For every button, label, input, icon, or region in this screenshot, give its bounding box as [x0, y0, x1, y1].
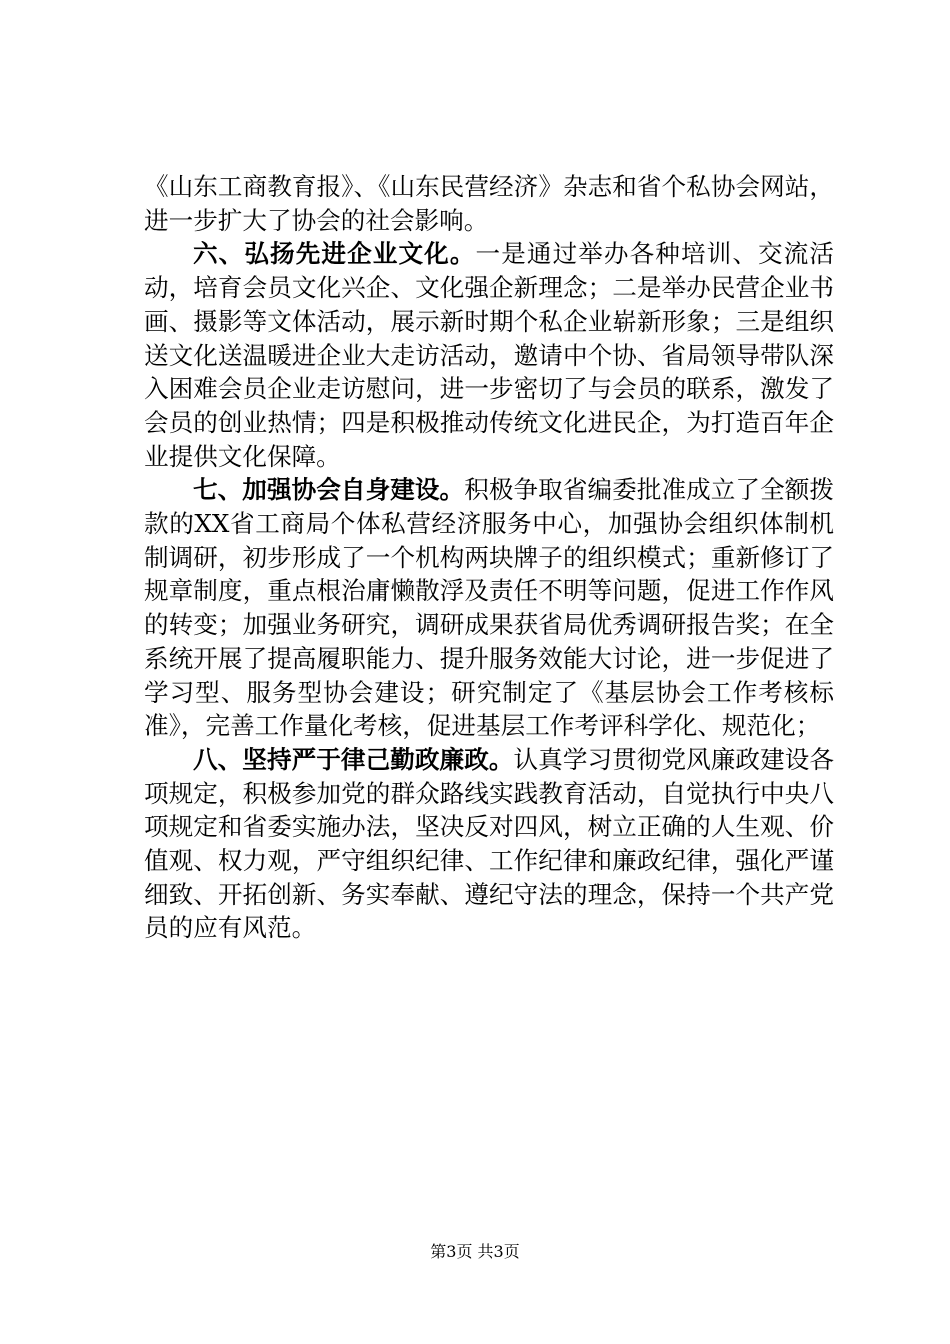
section-heading: 七、加强协会自身建设。 [193, 475, 465, 505]
paragraph-text: 《山东工商教育报》、《山东民营经济》杂志和省个私协会网站，进一步扩大了协会的社会影响。 [144, 172, 834, 235]
paragraph-text: 认真学习贯彻党风廉政建设各项规定，积极参加党的群众路线实践教育活动，自觉执行中央八项规定和省委实施办法，坚决反对四风，树立正确的人生观、价值观、权力观，严守组织纪律、工作纪律和廉政纪律，强化严谨细致、开拓创新、务实奉献、遵纪守法的理念，保持一个共产党员的应有风范。 [144, 744, 834, 943]
paragraph-section-8 [144, 743, 834, 945]
paragraph-section-6 [144, 237, 834, 473]
paragraph-text: 一是通过举办各种培训、交流活动，培育会员文化兴企、文化强企新理念；二是举办民营企业书画、摄影等文体活动，展示新时期个私企业崭新形象；三是组织送文化送温暖进企业大走访活动，邀请中个协、省局领导带队深入困难会员企业走访慰问，进一步密切了与会员的联系，激发了会员的创业热情；四是积极推动传统文化进民企，为打造百年企业提供文化保障。 [144, 239, 834, 471]
paragraph-continuation [144, 170, 834, 237]
section-heading: 六、弘扬先进企业文化。 [193, 239, 476, 269]
page-number: 第3页 共3页 [430, 1242, 520, 1261]
document-body [144, 170, 834, 945]
paragraph-section-7 [144, 473, 834, 743]
paragraph-text: 积极争取省编委批准成立了全额拨款的XX省工商局个体私营经济服务中心，加强协会组织体制机制调研，初步形成了一个机构两块牌子的组织模式；重新修订了规章制度，重点根治庸懒散浮及责任不明等问题，促进工作作风的转变；加强业务研究，调研成果获省局优秀调研报告奖；在全系统开展了提高履职能力、提升服务效能大讨论，进一步促进了学习型、服务型协会建设；研究制定了《基层协会工作考核标准》，完善工作量化考核，促进基层工作考评科学化、规范化； [144, 475, 834, 741]
section-heading: 八、坚持严于律己勤政廉政。 [193, 744, 514, 774]
page-footer [0, 1241, 950, 1263]
